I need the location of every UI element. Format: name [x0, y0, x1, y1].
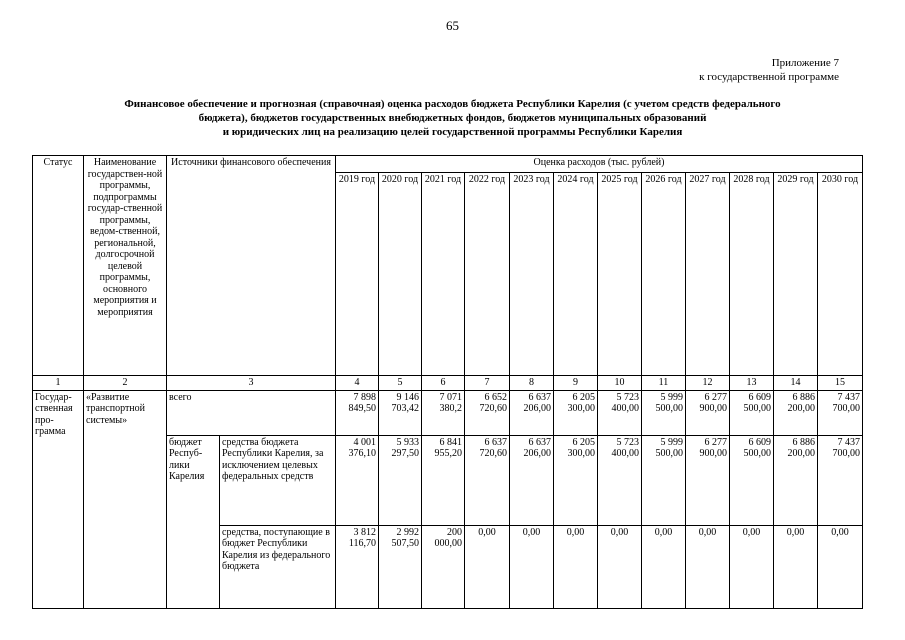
budget-table: [32, 155, 863, 609]
value-cell: 0,00: [818, 525, 863, 608]
value-cell: 7 437 700,00: [818, 435, 863, 525]
value-cell: 6 637 206,00: [510, 435, 554, 525]
value-cell: 6 609 500,00: [730, 390, 774, 435]
cell-source-regional: средства бюджета Республики Карелия, за исключением целевых федеральных средств: [220, 435, 336, 525]
column-number: 5: [379, 376, 422, 391]
cell-source-federal: средства, поступающие в бюджет Республики Карелия из федерального бюджета: [220, 525, 336, 608]
appendix-line-2: к государственной программе: [699, 71, 839, 83]
value-cell: 200 000,00: [422, 525, 465, 608]
value-cell: 3 812 116,70: [336, 525, 379, 608]
column-number: 10: [598, 376, 642, 391]
value-cell: 0,00: [554, 525, 598, 608]
value-cell: 6 277 900,00: [686, 390, 730, 435]
value-cell: 6 886 200,00: [774, 435, 818, 525]
value-cell: 7 071 380,2: [422, 390, 465, 435]
column-number: 3: [167, 376, 336, 391]
document-title: [40, 97, 865, 139]
value-cell: 5 999 500,00: [642, 390, 686, 435]
title-line-3: и юридических лиц на реализацию целей государственной программы Республики Карелия: [222, 126, 683, 138]
column-number: 4: [336, 376, 379, 391]
value-cell: 5 999 500,00: [642, 435, 686, 525]
column-number: 11: [642, 376, 686, 391]
table-row-total: [33, 390, 863, 435]
header-year: 2029 год: [774, 173, 818, 376]
value-cell: 0,00: [730, 525, 774, 608]
header-name: Наименование государствен-ной программы, подпрограммы государ-ственной программы, ведом-ственной, региональной, долгосрочной целевой программы, основного мероприятия и мероприятия: [84, 156, 167, 376]
header-year: 2024 год: [554, 173, 598, 376]
value-cell: 6 205 300,00: [554, 390, 598, 435]
header-estimate: Оценка расходов (тыс. рублей): [336, 156, 863, 173]
column-number: 13: [730, 376, 774, 391]
column-number: 7: [465, 376, 510, 391]
cell-program-name: «Развитие транспортной системы»: [84, 390, 167, 608]
cell-budget-label: бюджет Респуб-лики Карелия: [167, 435, 220, 608]
header-year: 2021 год: [422, 173, 465, 376]
column-number: 9: [554, 376, 598, 391]
value-cell: 0,00: [686, 525, 730, 608]
value-cell: 0,00: [510, 525, 554, 608]
header-year: 2025 год: [598, 173, 642, 376]
title-line-1: Финансовое обеспечение и прогнозная (справочная) оценка расходов бюджета Республики Карелия (с учетом средств федерального: [124, 98, 781, 110]
value-cell: 2 992 507,50: [379, 525, 422, 608]
value-cell: 0,00: [598, 525, 642, 608]
cell-source-total: всего: [167, 390, 336, 435]
value-cell: 5 723 400,00: [598, 390, 642, 435]
value-cell: 7 437 700,00: [818, 390, 863, 435]
header-year: 2023 год: [510, 173, 554, 376]
value-cell: 7 898 849,50: [336, 390, 379, 435]
header-status: Статус: [33, 156, 84, 376]
value-cell: 9 146 703,42: [379, 390, 422, 435]
value-cell: 0,00: [642, 525, 686, 608]
header-sources: Источники финансового обеспечения: [167, 156, 336, 376]
value-cell: 4 001 376,10: [336, 435, 379, 525]
header-year: 2026 год: [642, 173, 686, 376]
header-year: 2027 год: [686, 173, 730, 376]
value-cell: 6 886 200,00: [774, 390, 818, 435]
value-cell: 6 637 720,60: [465, 435, 510, 525]
value-cell: 6 637 206,00: [510, 390, 554, 435]
title-line-2: бюджета), бюджетов государственных внебюджетных фондов, бюджетов муниципальных образований: [198, 112, 707, 124]
column-number: 6: [422, 376, 465, 391]
header-year: 2030 год: [818, 173, 863, 376]
column-number: 2: [84, 376, 167, 391]
column-number: 15: [818, 376, 863, 391]
value-cell: 0,00: [774, 525, 818, 608]
header-year: 2022 год: [465, 173, 510, 376]
value-cell: 6 609 500,00: [730, 435, 774, 525]
header-row-1: [33, 156, 863, 173]
appendix-caption: [699, 56, 839, 84]
value-cell: 6 277 900,00: [686, 435, 730, 525]
appendix-line-1: Приложение 7: [771, 57, 839, 69]
value-cell: 6 841 955,20: [422, 435, 465, 525]
column-number: 12: [686, 376, 730, 391]
column-number: 1: [33, 376, 84, 391]
value-cell: 6 205 300,00: [554, 435, 598, 525]
value-cell: 5 933 297,50: [379, 435, 422, 525]
header-year: 2020 год: [379, 173, 422, 376]
column-number: 14: [774, 376, 818, 391]
page-number: 65: [446, 18, 459, 33]
header-year: 2028 год: [730, 173, 774, 376]
value-cell: 5 723 400,00: [598, 435, 642, 525]
column-number: 8: [510, 376, 554, 391]
value-cell: 0,00: [465, 525, 510, 608]
cell-status: Государ-ственная про-грамма: [33, 390, 84, 608]
column-numbers-row: [33, 376, 863, 391]
value-cell: 6 652 720,60: [465, 390, 510, 435]
header-year: 2019 год: [336, 173, 379, 376]
